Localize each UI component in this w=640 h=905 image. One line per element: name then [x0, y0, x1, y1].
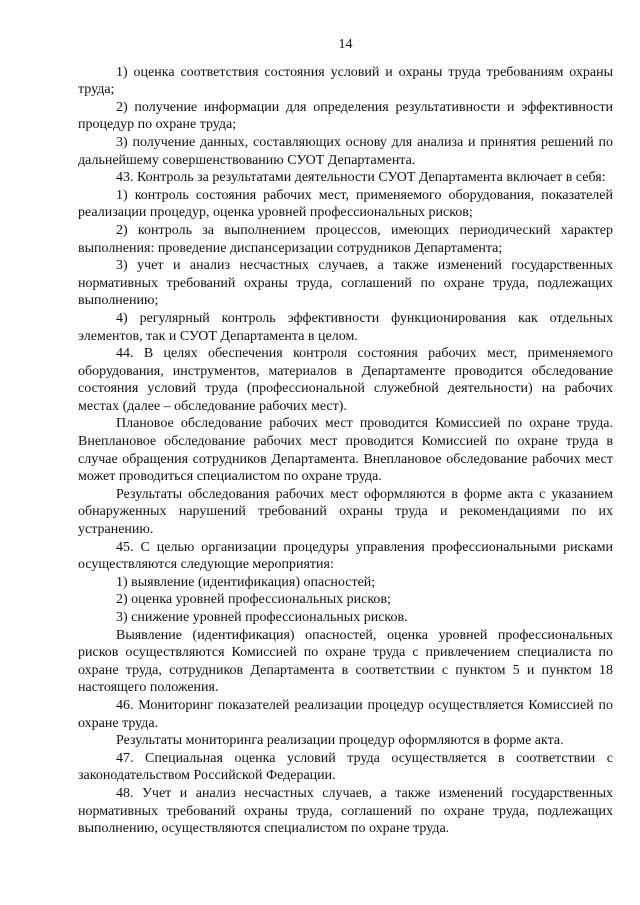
paragraph: 47. Специальная оценка условий труда осуществляется в соответствии с законодательством Российской Федерации.: [78, 750, 613, 784]
paragraph: 3) получение данных, составляющих основу для анализа и принятия решений по дальнейшему совершенствованию СУОТ Департамента.: [78, 134, 613, 168]
paragraph: 4) регулярный контроль эффективности функционирования как отдельных элементов, так и СУОТ Департамента в целом.: [78, 310, 613, 344]
page-number: 14: [338, 37, 353, 52]
paragraph: 44. В целях обеспечения контроля состояния рабочих мест, применяемого оборудования, инструментов, материалов в Департаменте проводится обследование состояния условий труда (профессиональной служебной деятельности) на рабочих местах (далее – обследование рабочих мест).: [78, 346, 613, 414]
paragraph: 45. С целью организации процедуры управления профессиональными рисками осуществляются следующие мероприятия:: [78, 539, 613, 573]
paragraph: 3) снижение уровней профессиональных рисков.: [116, 610, 408, 625]
paragraph: 43. Контроль за результатами деятельности СУОТ Департамента включает в себя:: [116, 170, 606, 186]
paragraph: 2) оценка уровней профессиональных рисков;: [116, 592, 391, 608]
paragraph: 48. Учет и анализ несчастных случаев, а также изменений государственных нормативных требований охраны труда, соглашений по охране труда, подлежащих выполнению, осуществляются специалистом по охране труда.: [78, 785, 613, 837]
paragraph: 1) оценка соответствия состояния условий и охраны труда требованиям охраны труда;: [78, 64, 613, 98]
paragraph: Выявление (идентификация) опасностей, оценка уровней профессиональных рисков осуществляются Комиссией по охране труда с привлечением специалиста по охране труда, сотрудников Департамента в соответствии с пунктом 5 и пунктом 18 настоящего положения.: [78, 627, 613, 696]
paragraph: 1) контроль состояния рабочих мест, применяемого оборудования, показателей реализации процедур, оценка уровней профессиональных рисков;: [78, 187, 613, 221]
paragraph: 2) получение информации для определения результативности и эффективности процедур по охране труда;: [78, 99, 613, 133]
paragraph: Результаты обследования рабочих мест оформляются в форме акта с указанием обнаруженных нарушений требований охраны труда и рекомендациями по их устранению.: [78, 486, 613, 538]
paragraph: 46. Мониторинг показателей реализации процедур осуществляется Комиссией по охране труда.: [78, 697, 613, 731]
paragraph: 1) выявление (идентификация) опасностей;: [116, 574, 376, 590]
paragraph: Результаты мониторинга реализации процедур оформляются в форме акта.: [116, 733, 564, 749]
document-page: [78, 36, 613, 838]
paragraph: 2) контроль за выполнением процессов, имеющих периодический характер выполнения: проведение диспансеризации сотрудников Департамента;: [78, 222, 613, 256]
paragraph: 3) учет и анализ несчастных случаев, а также изменений государственных нормативных требований охраны труда, соглашений по охране труда, подлежащих выполнению;: [78, 258, 613, 309]
paragraph: Плановое обследование рабочих мест проводится Комиссией по охране труда. Внеплановое обследование рабочих мест проводится Комиссией по охране труда в случае обращения сотрудников Департамента. Внеплановое обследование рабочих мест может проводиться специалистом по охране труда.: [78, 416, 613, 485]
